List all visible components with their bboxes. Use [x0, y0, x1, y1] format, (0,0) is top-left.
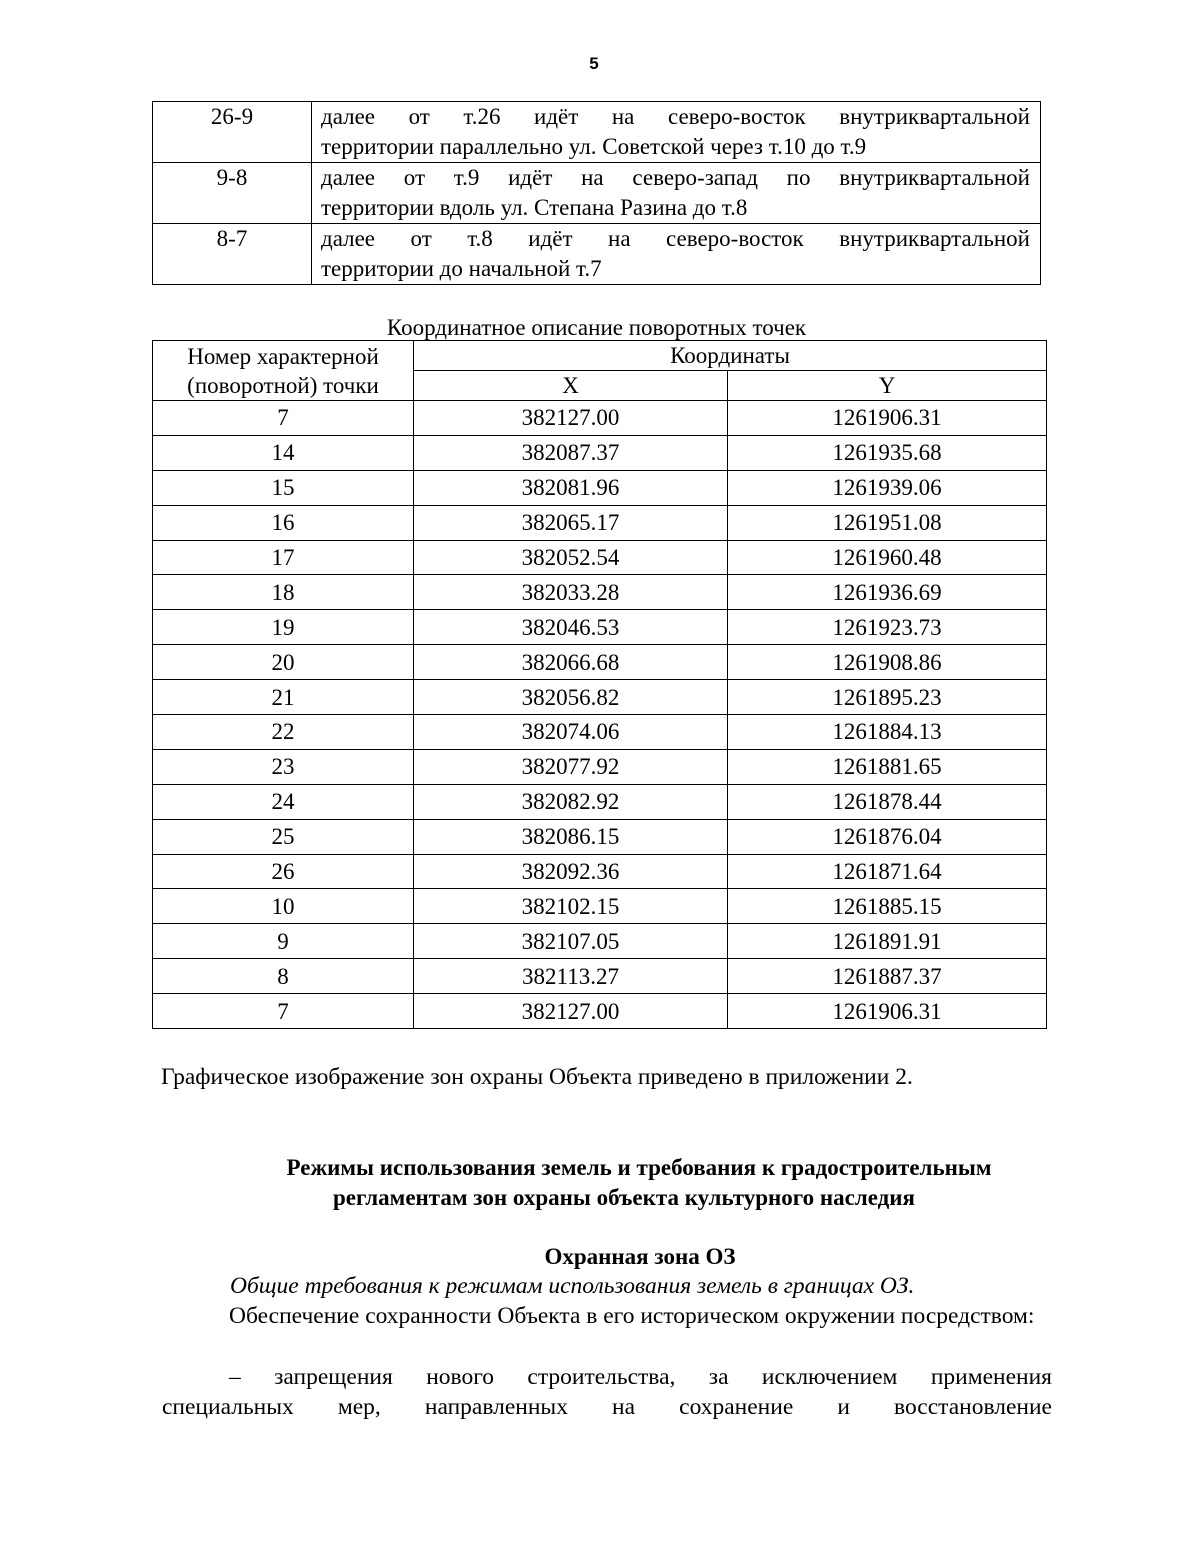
paragraph-1: Обеспечение сохранности Объекта в его историческом окружении посредством:	[229, 1303, 1035, 1329]
y-coordinate-cell: 1261891.91	[728, 924, 1047, 959]
coordinate-row	[153, 889, 1047, 924]
paragraph-2-line1: – запрещения нового строительства, за исключением применения	[229, 1364, 1052, 1390]
segment-description-line2: территории вдоль ул. Степана Разина до т.8	[321, 195, 748, 220]
segment-description-line2: территории до начальной т.7	[321, 256, 602, 281]
x-coordinate-cell: 382033.28	[414, 575, 728, 610]
segment-description-line1: далее от т.26 идёт на северо-восток внутриквартальной	[321, 104, 1030, 129]
x-coordinate-cell: 382092.36	[414, 854, 728, 889]
point-number-cell: 15	[153, 470, 414, 505]
point-number-cell: 18	[153, 575, 414, 610]
y-coordinate-cell: 1261884.13	[728, 715, 1047, 750]
coordinate-row	[153, 470, 1047, 505]
x-coordinate-cell: 382127.00	[414, 994, 728, 1029]
page-number: 5	[589, 54, 599, 73]
segment-row	[153, 102, 1041, 163]
point-number-cell: 22	[153, 715, 414, 750]
coordinate-row	[153, 435, 1047, 470]
y-coordinate-cell: 1261895.23	[728, 680, 1047, 715]
segment-id: 8-7	[153, 224, 312, 285]
point-number-cell: 7	[153, 994, 414, 1029]
boundary-segments-table	[152, 101, 1041, 285]
point-number-cell: 25	[153, 819, 414, 854]
coordinate-row	[153, 715, 1047, 750]
y-coordinate-cell: 1261885.15	[728, 889, 1047, 924]
x-coordinate-cell: 382052.54	[414, 540, 728, 575]
coordinates-table	[152, 340, 1047, 1029]
segment-id: 9-8	[153, 163, 312, 224]
point-number-cell: 17	[153, 540, 414, 575]
point-number-cell: 24	[153, 784, 414, 819]
segment-description	[312, 102, 1041, 163]
y-coordinate-cell: 1261906.31	[728, 401, 1047, 436]
paragraph-2-line2: специальных мер, направленных на сохранение и восстановление	[162, 1394, 1052, 1420]
coordinate-row	[153, 994, 1047, 1029]
section-title	[160, 1153, 1100, 1213]
point-number-cell: 9	[153, 924, 414, 959]
zone-title: Охранная зона ОЗ	[544, 1244, 736, 1269]
y-coordinate-cell: 1261876.04	[728, 819, 1047, 854]
coordinate-row	[153, 749, 1047, 784]
coordinate-row	[153, 540, 1047, 575]
x-coordinate-cell: 382087.37	[414, 435, 728, 470]
x-coordinate-cell: 382074.06	[414, 715, 728, 750]
x-coordinate-cell: 382113.27	[414, 959, 728, 994]
coordinate-row	[153, 575, 1047, 610]
segment-description-line2: территории параллельно ул. Советской через т.10 до т.9	[321, 134, 867, 159]
coordinate-row	[153, 610, 1047, 645]
coordinates-caption: Координатное описание поворотных точек	[386, 315, 807, 340]
x-coordinate-cell: 382107.05	[414, 924, 728, 959]
x-coordinate-cell: 382077.92	[414, 749, 728, 784]
zone-subtitle: Общие требования к режимам использования земель в границах ОЗ.	[230, 1273, 915, 1299]
x-coordinate-cell: 382127.00	[414, 401, 728, 436]
point-number-cell: 20	[153, 645, 414, 680]
coordinate-row	[153, 959, 1047, 994]
coordinate-row	[153, 401, 1047, 436]
y-coordinate-cell: 1261935.68	[728, 435, 1047, 470]
point-number-cell: 19	[153, 610, 414, 645]
point-number-header-line1: Номер характерной	[187, 343, 379, 369]
y-coordinate-cell: 1261881.65	[728, 749, 1047, 784]
point-number-cell: 21	[153, 680, 414, 715]
x-coordinate-cell: 382066.68	[414, 645, 728, 680]
y-coordinate-cell: 1261871.64	[728, 854, 1047, 889]
y-header: Y	[728, 371, 1047, 401]
coordinates-header-row	[153, 341, 1047, 371]
segment-description	[312, 163, 1041, 224]
y-coordinate-cell: 1261951.08	[728, 505, 1047, 540]
segment-row	[153, 224, 1041, 285]
x-coordinate-cell: 382082.92	[414, 784, 728, 819]
x-coordinate-cell: 382086.15	[414, 819, 728, 854]
section-title-line1: Режимы использования земель и требования к градостроительным	[286, 1155, 992, 1180]
coordinate-row	[153, 505, 1047, 540]
y-coordinate-cell: 1261960.48	[728, 540, 1047, 575]
point-number-cell: 16	[153, 505, 414, 540]
y-coordinate-cell: 1261878.44	[728, 784, 1047, 819]
segment-description	[312, 224, 1041, 285]
x-coordinate-cell: 382046.53	[414, 610, 728, 645]
x-coordinate-cell: 382065.17	[414, 505, 728, 540]
x-coordinate-cell: 382102.15	[414, 889, 728, 924]
point-number-cell: 8	[153, 959, 414, 994]
point-number-cell: 14	[153, 435, 414, 470]
coordinate-row	[153, 645, 1047, 680]
coordinate-row	[153, 784, 1047, 819]
x-coordinate-cell: 382056.82	[414, 680, 728, 715]
point-number-cell: 7	[153, 401, 414, 436]
coordinate-row	[153, 854, 1047, 889]
section-title-line2: регламентам зон охраны объекта культурного наследия	[332, 1185, 916, 1210]
point-number-cell: 23	[153, 749, 414, 784]
y-coordinate-cell: 1261887.37	[728, 959, 1047, 994]
x-coordinate-cell: 382081.96	[414, 470, 728, 505]
y-coordinate-cell: 1261906.31	[728, 994, 1047, 1029]
y-coordinate-cell: 1261939.06	[728, 470, 1047, 505]
coordinate-row	[153, 680, 1047, 715]
y-coordinate-cell: 1261923.73	[728, 610, 1047, 645]
segment-description-line1: далее от т.9 идёт на северо-запад по внутриквартальной	[321, 165, 1030, 190]
coordinate-row	[153, 819, 1047, 854]
graphic-note: Графическое изображение зон охраны Объекта приведено в приложении 2.	[161, 1064, 913, 1090]
point-number-cell: 26	[153, 854, 414, 889]
segment-row	[153, 163, 1041, 224]
point-number-header	[153, 341, 414, 401]
segment-description-line1: далее от т.8 идёт на северо-восток внутриквартальной	[321, 226, 1030, 251]
segment-id: 26-9	[153, 102, 312, 163]
y-coordinate-cell: 1261936.69	[728, 575, 1047, 610]
coordinate-row	[153, 924, 1047, 959]
y-coordinate-cell: 1261908.86	[728, 645, 1047, 680]
coordinates-header: Координаты	[414, 341, 1047, 371]
x-header: X	[414, 371, 728, 401]
point-number-header-line2: (поворотной) точки	[187, 372, 379, 398]
point-number-cell: 10	[153, 889, 414, 924]
